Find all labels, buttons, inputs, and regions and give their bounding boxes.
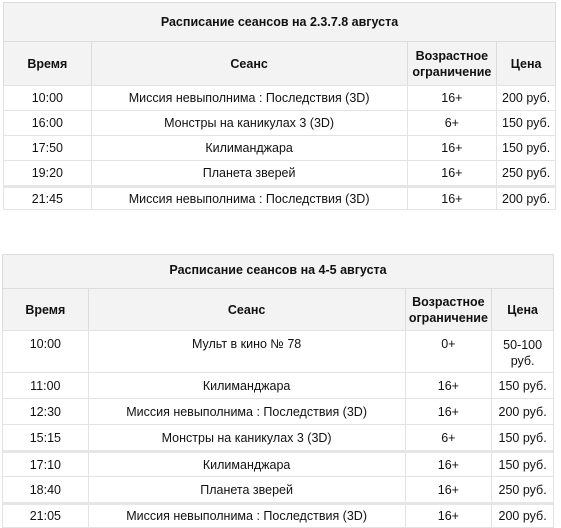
cell-time: 21:05 (3, 505, 89, 527)
cell-price: 150 руб. (498, 457, 547, 472)
table-row (3, 110, 556, 135)
cell-session: Монстры на каникулах 3 (3D) (89, 425, 406, 450)
header-time: Время (3, 289, 89, 330)
cell-session: Килиманджара (89, 373, 406, 398)
cell-price: 250 руб. (498, 482, 547, 497)
schedule-table-1 (0, 2, 556, 210)
cell-session: Миссия невыполнима : Последствия (3D) (89, 399, 406, 424)
header-price: Цена (510, 56, 542, 71)
cell-price: 150 руб. (502, 116, 551, 130)
cell-age: 16+ (408, 86, 498, 110)
cell-price: 50-100 руб. (503, 338, 543, 368)
header-age-limit: Возрастное ограничение (408, 42, 498, 85)
table-header (2, 288, 554, 330)
cell-time: 17:50 (4, 136, 92, 160)
cell-session: Монстры на каникулах 3 (3D) (92, 111, 408, 135)
cell-session: Планета зверей (89, 477, 406, 502)
cell-session: Килиманджара (89, 453, 406, 476)
table-row (3, 185, 556, 210)
cell-age: 16+ (408, 161, 498, 185)
cell-age: 0+ (406, 331, 493, 372)
cell-age: 16+ (406, 373, 493, 398)
cell-price: 200 руб. (502, 91, 551, 105)
cell-time: 19:20 (4, 161, 92, 185)
header-session: Сеанс (89, 289, 406, 330)
table-row (2, 330, 554, 372)
header-price: Цена (507, 302, 538, 317)
cell-age: 16+ (406, 453, 493, 476)
cell-time: 11:00 (3, 373, 89, 398)
table-row (3, 85, 556, 110)
table-row (2, 502, 554, 528)
cell-age: 16+ (408, 136, 498, 160)
cell-session: Мульт в кино № 78 (89, 331, 406, 372)
header-time: Время (4, 42, 92, 85)
table-row (2, 372, 554, 398)
cell-price: 150 руб. (498, 430, 547, 445)
cell-session: Планета зверей (92, 161, 408, 185)
cell-session: Миссия невыполнима : Последствия (3D) (89, 505, 406, 527)
table-header (3, 41, 556, 85)
table-row (3, 135, 556, 160)
table-row (2, 450, 554, 476)
cell-age: 16+ (406, 477, 493, 502)
cell-price: 150 руб. (498, 378, 547, 393)
cell-time: 17:10 (3, 453, 89, 476)
cell-price: 150 руб. (502, 141, 551, 155)
schedule-title: Расписание сеансов на 2.3.7.8 августа (3, 2, 556, 41)
cell-time: 10:00 (4, 86, 92, 110)
table-row (2, 398, 554, 424)
cell-price: 200 руб. (498, 404, 547, 419)
cell-age: 16+ (408, 188, 498, 209)
cell-session: Килиманджара (92, 136, 408, 160)
cell-price: 250 руб. (502, 166, 551, 180)
cell-age: 6+ (408, 111, 498, 135)
cell-age: 16+ (406, 505, 493, 527)
header-session: Сеанс (92, 42, 408, 85)
cell-session: Миссия невыполнима : Последствия (3D) (92, 86, 408, 110)
cell-age: 6+ (406, 425, 493, 450)
schedule-title: Расписание сеансов на 4-5 августа (2, 254, 554, 288)
table-row (2, 424, 554, 450)
cell-age: 16+ (406, 399, 493, 424)
cell-time: 15:15 (3, 425, 89, 450)
header-age-limit: Возрастное ограничение (406, 289, 493, 330)
cell-session: Миссия невыполнима : Последствия (3D) (92, 188, 408, 209)
cell-time: 21:45 (4, 188, 92, 209)
cell-price: 200 руб. (498, 509, 547, 523)
table-row (2, 476, 554, 502)
cell-time: 12:30 (3, 399, 89, 424)
cell-time: 10:00 (3, 331, 89, 372)
table-row (3, 160, 556, 185)
cell-time: 16:00 (4, 111, 92, 135)
cell-time: 18:40 (3, 477, 89, 502)
cell-price: 200 руб. (502, 191, 551, 206)
schedule-table-2 (0, 254, 554, 528)
